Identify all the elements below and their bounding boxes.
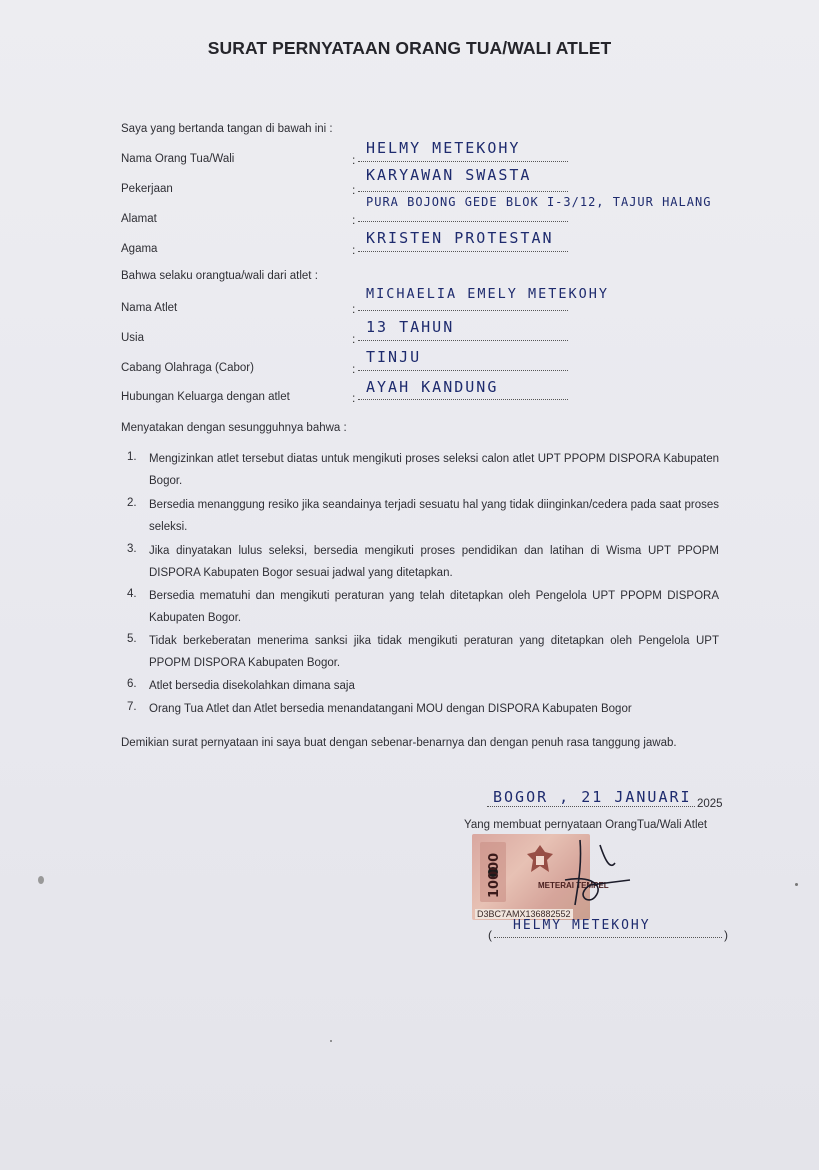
handwritten-value: 13 TAHUN: [366, 318, 455, 336]
handwritten-value: HELMY METEKOHY: [366, 139, 521, 157]
field-dotted-line: [358, 369, 568, 371]
statement-number: 1.: [127, 451, 137, 463]
field-dotted-line: [358, 190, 568, 192]
statement-number: 7.: [127, 701, 137, 713]
statement-text: Bersedia mematuhi dan mengikuti peraturan yang telah ditetapkan oleh Pengelola UPT PPOPM DISPORA Kabupaten Bogor.: [149, 590, 719, 624]
field-colon: :: [352, 243, 356, 257]
closing-paragraph: Demikian surat pernyataan ini saya buat dengan sebenar-benarnya dan dengan penuh rasa tanggung jawab.: [121, 737, 677, 749]
date-dotted-line: [487, 806, 695, 807]
statement-number: 4.: [127, 588, 137, 600]
field-colon: :: [352, 302, 356, 316]
field-dotted-line: [358, 250, 568, 252]
close-paren: ): [724, 928, 728, 942]
field-dotted-line: [358, 398, 568, 400]
statement-number: 6.: [127, 678, 137, 690]
signatory-name: HELMY METEKOHY: [513, 918, 651, 933]
field-label: Hubungan Keluarga dengan atlet: [121, 391, 290, 403]
stamp-label: METERAI TEMPEL: [538, 881, 609, 890]
name-dotted-line: [494, 937, 722, 938]
statement-text: Bersedia menanggung resiko jika seandainya terjadi sesuatu hal yang tidak diinginkan/cedera pada saat proses seleksi.: [149, 499, 719, 533]
field-label: Agama: [121, 243, 158, 255]
athlete-intro-text: Bahwa selaku orangtua/wali dari atlet :: [121, 270, 318, 282]
statement-text: Orang Tua Atlet dan Atlet bersedia menandatangani MOU dengan DISPORA Kabupaten Bogor: [149, 703, 632, 715]
intro-text: Saya yang bertanda tangan di bawah ini :: [121, 123, 333, 135]
field-colon: :: [352, 362, 356, 376]
field-colon: :: [352, 153, 356, 167]
field-dotted-line: [358, 309, 568, 311]
signature-year: 2025: [697, 798, 723, 810]
signature-caption: Yang membuat pernyataan OrangTua/Wali Atlet: [464, 819, 708, 831]
statement-number: 3.: [127, 543, 137, 555]
scan-speck: [38, 876, 44, 884]
field-label: Nama Atlet: [121, 302, 178, 314]
statement-number: 2.: [127, 497, 137, 509]
handwritten-value: KARYAWAN SWASTA: [366, 166, 532, 184]
field-colon: :: [352, 332, 356, 346]
handwritten-value: PURA BOJONG GEDE BLOK I-3/12, TAJUR HALANG: [366, 195, 712, 209]
handwritten-value: KRISTEN PROTESTAN: [366, 229, 554, 247]
stamp-serial: D3BC7AMX136882552: [477, 909, 571, 919]
handwritten-signature: [520, 825, 640, 925]
statement-text: Atlet bersedia disekolahkan dimana saja: [149, 680, 355, 692]
handwritten-value: MICHAELIA EMELY METEKOHY: [366, 286, 610, 302]
document-title: SURAT PERNYATAAN ORANG TUA/WALI ATLET: [207, 38, 612, 58]
field-colon: :: [352, 391, 356, 405]
field-colon: :: [352, 183, 356, 197]
statement-text: Tidak berkeberatan menerima sanksi jika tidak mengikuti peraturan yang ditetapkan oleh Pengelola UPT PPOPM DISPORA Kabupaten Bogor.: [149, 635, 719, 669]
statement-text: Mengizinkan atlet tersebut diatas untuk mengikuti proses seleksi calon atlet UPT PPOPM DISPORA Kabupaten Bogor.: [149, 453, 719, 487]
field-colon: :: [352, 213, 356, 227]
field-label: Cabang Olahraga (Cabor): [121, 362, 254, 374]
field-label: Alamat: [121, 213, 157, 225]
open-paren: (: [488, 928, 492, 942]
field-label: Nama Orang Tua/Wali: [121, 153, 235, 165]
scan-speck: [795, 883, 798, 886]
stamp-value-graphic: [478, 840, 508, 904]
statement-intro-text: Menyatakan dengan sesungguhnya bahwa :: [121, 422, 347, 434]
statement-text: Jika dinyatakan lulus seleksi, bersedia mengikuti proses pendidikan dan latihan di Wisma UPT PPOPM DISPORA Kabupaten Bogor sesuai jadwal yang ditetapkan.: [149, 545, 719, 579]
field-dotted-line: [358, 220, 568, 222]
handwritten-value: TINJU: [366, 348, 422, 366]
field-label: Pekerjaan: [121, 183, 173, 195]
signature-place-date: BOGOR , 21 JANUARI: [493, 788, 692, 806]
scan-speck: [330, 1040, 332, 1042]
field-dotted-line: [358, 339, 568, 341]
field-label: Usia: [121, 332, 145, 344]
field-dotted-line: [358, 160, 568, 162]
stamp-value-text: 10000: [487, 852, 502, 898]
statement-number: 5.: [127, 633, 137, 645]
handwritten-value: AYAH KANDUNG: [366, 378, 499, 396]
